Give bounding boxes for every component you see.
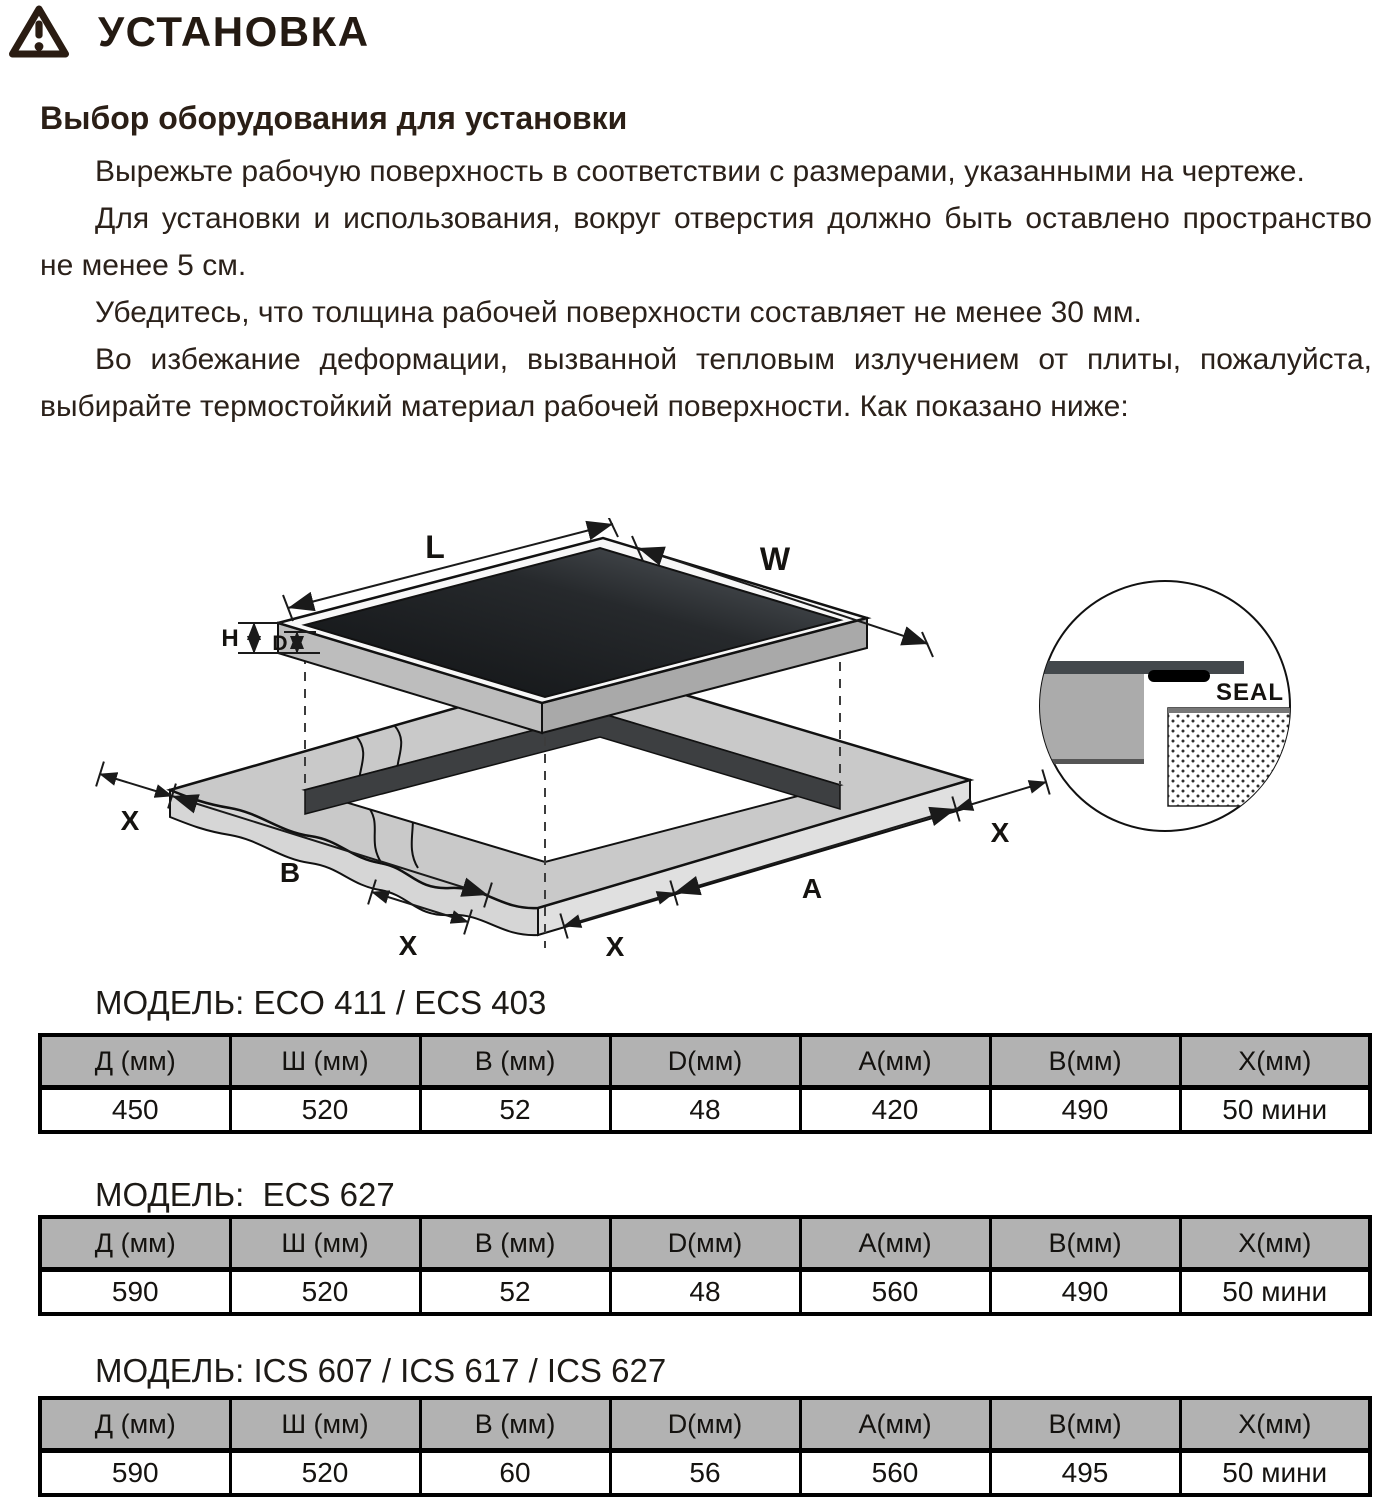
dimension-value: 56 xyxy=(610,1451,800,1496)
col-header: Х(мм) xyxy=(1180,1217,1370,1270)
dimension-value: 560 xyxy=(800,1270,990,1315)
dim-label-A: A xyxy=(801,873,823,904)
dimension-value: 48 xyxy=(610,1088,800,1133)
col-header: В (мм) xyxy=(420,1217,610,1270)
dimension-value: 490 xyxy=(990,1270,1180,1315)
dimension-value: 495 xyxy=(990,1451,1180,1496)
dimensions-table-ics607-617-627 xyxy=(38,1396,1372,1497)
dim-label-L: L xyxy=(425,529,445,565)
seal-label: SEAL xyxy=(1216,679,1285,706)
dim-label-X-bottom-center: X xyxy=(605,931,625,962)
seal-body-block xyxy=(1036,674,1144,762)
seal-gasket xyxy=(1148,670,1210,682)
col-header: Д (мм) xyxy=(40,1398,230,1451)
warning-triangle-icon xyxy=(8,4,70,60)
dimension-value: 520 xyxy=(230,1088,420,1133)
model-title: МОДЕЛЬ: ICS 607 / ICS 617 / ICS 627 xyxy=(95,1352,667,1389)
dim-label-B: B xyxy=(279,857,301,888)
table-header-row xyxy=(40,1217,1370,1270)
dimension-value: 560 xyxy=(800,1451,990,1496)
col-header: D(мм) xyxy=(610,1035,800,1088)
intro-paragraphs xyxy=(40,148,1372,430)
table-row xyxy=(40,1270,1370,1315)
dim-label-X-bottom-left: X xyxy=(398,930,418,961)
dimension-value: 450 xyxy=(40,1088,230,1133)
dimension-value: 490 xyxy=(990,1088,1180,1133)
seal-detail xyxy=(1036,581,1290,831)
seal-worktop-top-edge xyxy=(1168,708,1290,713)
dimension-value: 420 xyxy=(800,1088,990,1133)
dimensions-table-eco411-ecs403 xyxy=(38,1033,1372,1134)
dimension-value: 590 xyxy=(40,1270,230,1315)
col-header: Ш (мм) xyxy=(230,1398,420,1451)
paragraph: Убедитесь, что толщина рабочей поверхности составляет не менее 30 мм. xyxy=(95,296,1142,329)
dimension-value: 60 xyxy=(420,1451,610,1496)
dim-label-H: H xyxy=(221,625,239,652)
installation-diagram xyxy=(40,518,1370,963)
table-row xyxy=(40,1451,1370,1496)
col-header: Д (мм) xyxy=(40,1217,230,1270)
dim-label-D: D xyxy=(272,632,288,655)
dimension-value: 590 xyxy=(40,1451,230,1496)
col-header: А(мм) xyxy=(800,1217,990,1270)
dim-label-X-left: X xyxy=(120,805,140,836)
dimension-value: 52 xyxy=(420,1270,610,1315)
col-header: Х(мм) xyxy=(1180,1035,1370,1088)
dim-label-W: W xyxy=(759,541,791,577)
col-header: D(мм) xyxy=(610,1398,800,1451)
table-header-row xyxy=(40,1398,1370,1451)
col-header: В (мм) xyxy=(420,1398,610,1451)
paragraph: Вырежьте рабочую поверхность в соответствии с размерами, указанными на чертеже. xyxy=(95,155,1305,188)
page-title: УСТАНОВКА xyxy=(98,8,370,55)
col-header: А(мм) xyxy=(800,1035,990,1088)
page-header xyxy=(8,4,370,60)
seal-glass-bar xyxy=(1036,661,1244,674)
col-header: Д (мм) xyxy=(40,1035,230,1088)
col-header: В (мм) xyxy=(420,1035,610,1088)
dimensions-table-ecs627 xyxy=(38,1215,1372,1316)
section-heading: Выбор оборудования для установки xyxy=(40,100,628,136)
dimension-value: 50 мини xyxy=(1180,1270,1370,1315)
col-header: В(мм) xyxy=(990,1035,1180,1088)
col-header: D(мм) xyxy=(610,1217,800,1270)
dimension-value: 50 мини xyxy=(1180,1451,1370,1496)
dimension-value: 48 xyxy=(610,1270,800,1315)
dim-label-X-right: X xyxy=(990,817,1010,848)
table-header-row xyxy=(40,1035,1370,1088)
dimension-value: 50 мини xyxy=(1180,1088,1370,1133)
dimension-value: 520 xyxy=(230,1451,420,1496)
dimension-value: 520 xyxy=(230,1270,420,1315)
model-title: МОДЕЛЬ: ECO 411 / ECS 403 xyxy=(95,984,547,1021)
dimension-value: 52 xyxy=(420,1088,610,1133)
col-header: В(мм) xyxy=(990,1217,1180,1270)
table-row xyxy=(40,1088,1370,1133)
paragraph: Для установки и использования, вокруг отверстия должно быть оставлено пространство не менее 5 см. xyxy=(40,202,1372,282)
seal-worktop-stipple xyxy=(1168,708,1290,806)
col-header: Х(мм) xyxy=(1180,1398,1370,1451)
model-title: МОДЕЛЬ: ECS 627 xyxy=(95,1176,395,1213)
col-header: Ш (мм) xyxy=(230,1217,420,1270)
col-header: А(мм) xyxy=(800,1398,990,1451)
paragraph: Во избежание деформации, вызванной тепловым излучением от плиты, пожалуйста, выбирайте термостойкий материал рабочей поверхности. Как показано ниже: xyxy=(40,343,1372,423)
col-header: Ш (мм) xyxy=(230,1035,420,1088)
col-header: В(мм) xyxy=(990,1398,1180,1451)
